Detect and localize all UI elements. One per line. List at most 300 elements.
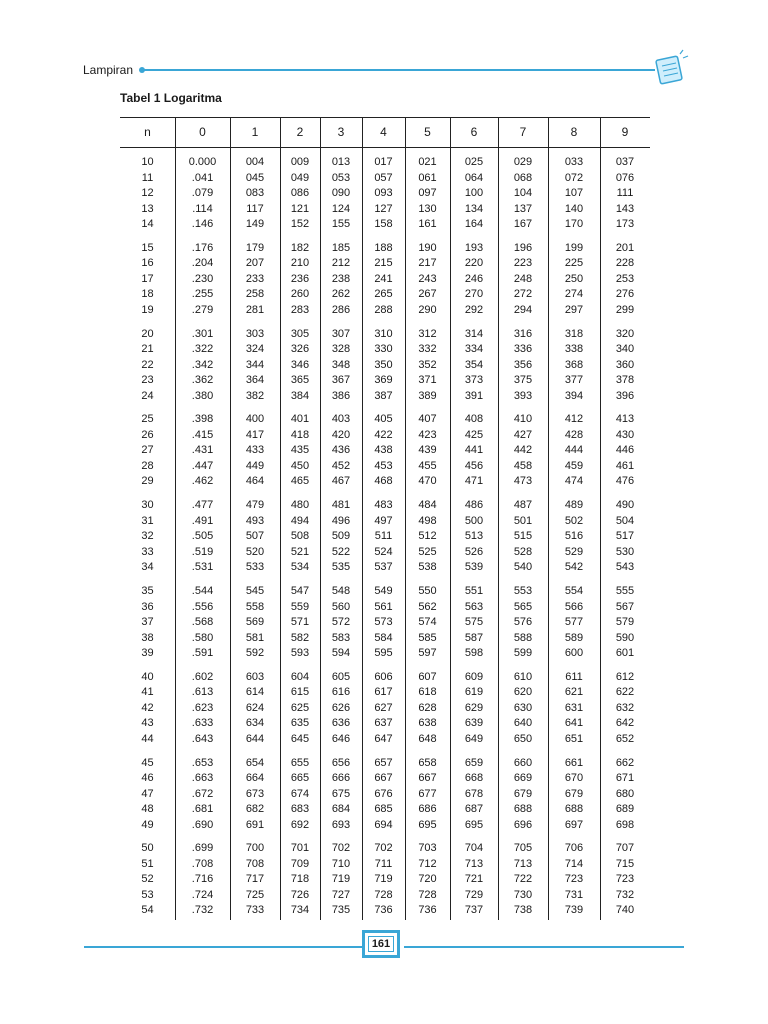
table-cell: 640 <box>513 717 533 730</box>
table-cell: 581 <box>245 631 265 644</box>
table-cell: 619 <box>464 686 484 699</box>
table-cell: 693 <box>331 818 351 831</box>
table-cell: .623 <box>191 701 214 714</box>
table-cell: 356 <box>513 358 533 371</box>
table-cell: .079 <box>191 187 214 199</box>
table-cell: 152 <box>290 218 310 230</box>
table-cell: 403 <box>331 413 351 426</box>
table-cell: 698 <box>615 818 635 831</box>
table-cell: 413 <box>615 413 635 426</box>
table-cell: 625 <box>290 701 310 714</box>
row-label: 35 <box>141 585 154 597</box>
table-cell: 579 <box>615 616 635 628</box>
table-cell: 529 <box>564 545 584 558</box>
table-cell: 520 <box>245 545 265 558</box>
column-header: 7 <box>519 125 527 139</box>
table-cell: 408 <box>464 413 484 426</box>
table-cell: 182 <box>290 241 310 254</box>
table-cell: 703 <box>418 842 437 855</box>
table-cell: 661 <box>564 756 584 769</box>
row-label: 11 <box>141 171 154 184</box>
row-label: 28 <box>141 459 154 472</box>
table-cell: 714 <box>564 857 584 870</box>
table-cell: 134 <box>464 202 484 215</box>
row-label: 46 <box>141 772 154 785</box>
table-cell: 212 <box>331 257 351 270</box>
logarithm-table <box>120 117 650 920</box>
table-cell: 496 <box>331 514 351 527</box>
table-cell: 606 <box>374 670 393 683</box>
table-cell: 562 <box>418 600 437 613</box>
table-cell: 646 <box>331 732 351 745</box>
table-cell: 274 <box>564 288 584 301</box>
header-rule <box>143 69 655 71</box>
table-cell: 641 <box>564 717 584 730</box>
table-cell: 700 <box>245 842 265 855</box>
table-cell: 697 <box>564 818 584 831</box>
table-cell: 524 <box>374 545 393 558</box>
table-cell: 199 <box>564 241 584 254</box>
table-cell: 667 <box>374 772 393 785</box>
table-cell: 504 <box>615 514 635 527</box>
table-cell: 476 <box>615 475 635 488</box>
table-cell: 471 <box>464 475 484 488</box>
table-cell: 407 <box>418 413 437 426</box>
page-number: 161 <box>368 936 394 952</box>
table-cell: 276 <box>615 288 635 301</box>
table-cell: 401 <box>290 413 310 426</box>
table-cell: 417 <box>245 428 265 441</box>
table-cell: 594 <box>331 647 351 659</box>
table-cell: 636 <box>331 717 351 730</box>
table-cell: 493 <box>245 514 265 527</box>
table-cell: 474 <box>564 475 584 488</box>
table-cell: 346 <box>290 358 310 371</box>
table-cell: 442 <box>513 444 533 457</box>
table-cell: 660 <box>513 756 533 769</box>
table-cell: 396 <box>615 389 635 402</box>
row-label: 43 <box>141 717 154 730</box>
table-cell: 049 <box>290 171 310 184</box>
table-cell: .724 <box>191 888 214 901</box>
table-cell: 571 <box>290 616 310 628</box>
table-cell: 013 <box>331 156 351 168</box>
row-label: 14 <box>141 218 154 230</box>
table-cell: 539 <box>464 561 484 574</box>
table-cell: 649 <box>464 732 484 745</box>
row-label: 39 <box>141 647 154 659</box>
table-cell: 550 <box>418 585 437 597</box>
table-cell: 592 <box>245 647 265 659</box>
table-cell: 575 <box>464 616 484 628</box>
table-cell: 685 <box>374 803 393 816</box>
table-cell: 678 <box>464 787 484 800</box>
table-cell: 566 <box>564 600 584 613</box>
row-label: 31 <box>141 514 154 527</box>
table-cell: 688 <box>513 803 533 816</box>
table-cell: 459 <box>564 459 584 472</box>
table-cell: 664 <box>245 772 265 785</box>
table-cell: 590 <box>615 631 635 644</box>
table-cell: 667 <box>418 772 437 785</box>
row-label: 49 <box>141 818 154 831</box>
table-cell: 632 <box>615 701 635 714</box>
table-cell: 583 <box>331 631 351 644</box>
table-cell: 117 <box>246 202 264 215</box>
table-cell: .462 <box>191 475 214 488</box>
table-cell: 307 <box>331 327 351 340</box>
table-cell: 394 <box>564 389 584 402</box>
table-cell: 223 <box>513 257 533 270</box>
table-cell: 468 <box>374 475 393 488</box>
table-cell: 405 <box>374 413 393 426</box>
table-cell: 143 <box>615 202 635 215</box>
table-cell: 446 <box>615 444 635 457</box>
table-cell: 453 <box>374 459 393 472</box>
table-cell: .568 <box>191 616 214 628</box>
table-cell: 338 <box>564 343 584 356</box>
table-cell: 540 <box>513 561 533 574</box>
table-cell: 662 <box>615 756 635 769</box>
row-label: 52 <box>141 873 154 886</box>
table-cell: 593 <box>290 647 310 659</box>
table-cell: 350 <box>374 358 393 371</box>
table-cell: 033 <box>564 156 584 168</box>
table-cell: 207 <box>245 257 265 270</box>
table-cell: 498 <box>418 514 437 527</box>
table-cell: 650 <box>513 732 533 745</box>
table-cell: 490 <box>615 499 635 512</box>
row-label: 19 <box>141 303 154 316</box>
table-cell: 708 <box>245 857 265 870</box>
table-cell: 137 <box>513 202 533 215</box>
table-cell: 320 <box>615 327 635 340</box>
table-cell: 004 <box>245 156 265 168</box>
table-cell: 188 <box>374 241 393 254</box>
table-cell: 528 <box>513 545 533 558</box>
table-cell: 100 <box>464 187 484 199</box>
table-cell: .146 <box>191 218 214 230</box>
table-cell: 444 <box>564 444 584 457</box>
table-cell: 516 <box>564 530 584 543</box>
table-cell: .580 <box>191 631 214 644</box>
table-cell: 164 <box>464 218 484 230</box>
table-cell: 574 <box>418 616 437 628</box>
table-cell: 292 <box>464 303 484 316</box>
table-cell: 684 <box>331 803 351 816</box>
row-label: 17 <box>141 272 154 285</box>
table-cell: 328 <box>331 343 351 356</box>
table-cell: .544 <box>191 585 214 597</box>
table-cell: 470 <box>418 475 437 488</box>
table-cell: 624 <box>245 701 265 714</box>
table-cell: 712 <box>418 857 437 870</box>
table-cell: 057 <box>374 171 393 184</box>
column-header: 2 <box>296 125 304 139</box>
table-cell: 728 <box>418 888 437 901</box>
table-cell: 272 <box>513 288 533 301</box>
table-cell: 502 <box>564 514 584 527</box>
table-cell: 037 <box>615 156 635 168</box>
table-cell: 732 <box>615 888 635 901</box>
row-label: 48 <box>141 803 154 816</box>
table-cell: .477 <box>191 499 214 512</box>
table-cell: .491 <box>191 514 214 527</box>
table-cell: .204 <box>191 257 214 270</box>
column-header: 0 <box>199 125 206 139</box>
column-header: 5 <box>424 125 431 139</box>
table-cell: 576 <box>513 616 533 628</box>
table-cell: 465 <box>290 475 310 488</box>
table-cell: .255 <box>191 288 214 301</box>
row-label: 25 <box>141 413 154 426</box>
table-cell: 072 <box>564 171 584 184</box>
table-cell: 220 <box>464 257 484 270</box>
table-cell: 158 <box>374 218 393 230</box>
table-cell: 688 <box>564 803 584 816</box>
table-cell: 382 <box>245 389 265 402</box>
table-cell: .556 <box>191 600 214 613</box>
table-cell: 543 <box>615 561 635 574</box>
row-label: 12 <box>141 187 154 199</box>
table-cell: 674 <box>290 787 310 800</box>
table-cell: 433 <box>245 444 265 457</box>
row-label: 34 <box>141 561 154 574</box>
table-cell: 021 <box>418 156 437 168</box>
table-cell: 631 <box>564 701 584 714</box>
table-cell: 609 <box>464 670 484 683</box>
table-cell: 076 <box>615 171 635 184</box>
table-cell: 201 <box>615 241 635 254</box>
table-cell: 236 <box>290 272 310 285</box>
table-cell: .633 <box>191 717 214 730</box>
table-cell: 642 <box>615 717 635 730</box>
table-cell: 512 <box>418 530 437 543</box>
table-cell: .398 <box>191 413 214 426</box>
table-cell: 193 <box>464 241 484 254</box>
table-title: Tabel 1 Logaritma <box>120 91 222 105</box>
table-cell: 326 <box>290 343 310 356</box>
table-cell: 616 <box>331 686 351 699</box>
table-cell: 561 <box>374 600 393 613</box>
row-label: 41 <box>141 686 154 699</box>
table-cell: 316 <box>513 327 533 340</box>
table-cell: 530 <box>615 545 635 558</box>
table-cell: 312 <box>418 327 437 340</box>
table-cell: 517 <box>615 530 635 543</box>
table-cell: .708 <box>191 857 214 870</box>
table-cell: 679 <box>513 787 533 800</box>
row-label: 10 <box>141 156 154 168</box>
table-cell: 179 <box>245 241 265 254</box>
column-header: 8 <box>570 125 578 139</box>
table-cell: 450 <box>290 459 310 472</box>
table-cell: 334 <box>464 343 484 356</box>
table-cell: .279 <box>191 303 214 316</box>
row-label: 47 <box>141 787 154 800</box>
table-cell: 270 <box>464 288 484 301</box>
table-cell: 378 <box>615 374 635 387</box>
table-cell: .505 <box>191 530 214 543</box>
table-cell: 723 <box>615 873 635 886</box>
table-cell: 559 <box>290 600 310 613</box>
table-cell: 725 <box>245 888 265 901</box>
table-cell: 737 <box>464 904 484 917</box>
table-cell: .663 <box>191 772 214 785</box>
table-cell: 627 <box>374 701 393 714</box>
table-cell: 597 <box>418 647 437 659</box>
table-cell: 246 <box>464 272 484 285</box>
table-cell: 387 <box>374 389 393 402</box>
table-cell: 513 <box>464 530 484 543</box>
table-cell: 522 <box>331 545 351 558</box>
table-cell: 620 <box>513 686 533 699</box>
table-cell: 696 <box>513 818 533 831</box>
table-cell: 599 <box>513 647 533 659</box>
table-cell: 545 <box>245 585 265 597</box>
table-cell: 701 <box>290 842 310 855</box>
table-cell: 721 <box>464 873 484 886</box>
table-cell: 330 <box>374 343 393 356</box>
table-cell: 130 <box>418 202 437 215</box>
table-cell: 731 <box>564 888 584 901</box>
table-cell: 348 <box>331 358 351 371</box>
table-cell: 425 <box>464 428 484 441</box>
table-cell: 332 <box>418 343 437 356</box>
row-label: 22 <box>141 358 154 371</box>
table-cell: 740 <box>615 904 635 917</box>
table-cell: 542 <box>564 561 584 574</box>
table-cell: 567 <box>615 600 635 613</box>
table-cell: 635 <box>290 717 310 730</box>
table-cell: 149 <box>245 218 265 230</box>
table-cell: 238 <box>331 272 351 285</box>
table-cell: 658 <box>418 756 437 769</box>
table-cell: 526 <box>464 545 484 558</box>
table-cell: .519 <box>191 545 214 558</box>
table-cell: 173 <box>615 218 635 230</box>
table-cell: 715 <box>615 857 635 870</box>
table-cell: 340 <box>615 343 635 356</box>
table-header-rule <box>120 147 650 148</box>
table-cell: 029 <box>513 156 533 168</box>
table-cell: 422 <box>374 428 393 441</box>
row-label: 13 <box>141 202 154 215</box>
row-label: 44 <box>141 732 154 745</box>
table-cell: 673 <box>245 787 265 800</box>
table-cell: 617 <box>374 686 393 699</box>
column-header: 9 <box>621 125 629 139</box>
table-cell: .447 <box>191 459 214 472</box>
table-cell: 588 <box>513 631 533 644</box>
table-cell: 645 <box>290 732 310 745</box>
table-cell: 367 <box>331 374 351 387</box>
table-cell: 373 <box>464 374 484 387</box>
table-cell: 290 <box>418 303 437 316</box>
table-cell: 555 <box>615 585 635 597</box>
table-cell: 720 <box>418 873 437 886</box>
table-cell: .531 <box>191 561 214 574</box>
row-label: 38 <box>141 631 154 644</box>
footer-rule-right <box>404 946 684 948</box>
table-cell: 739 <box>564 904 584 917</box>
table-cell: 637 <box>374 717 393 730</box>
row-label: 16 <box>141 257 154 270</box>
table-cell: 352 <box>418 358 437 371</box>
table-cell: 639 <box>464 717 484 730</box>
table-cell: 525 <box>418 545 437 558</box>
table-cell: 489 <box>564 499 584 512</box>
table-cell: 618 <box>418 686 437 699</box>
table-cell: 068 <box>513 171 533 184</box>
table-cell: .732 <box>191 904 214 917</box>
table-cell: 679 <box>564 787 584 800</box>
table-cell: 428 <box>564 428 584 441</box>
table-cell: .431 <box>191 444 214 457</box>
table-cell: 061 <box>418 171 437 184</box>
row-label: 18 <box>141 288 154 301</box>
table-cell: 713 <box>513 857 533 870</box>
table-cell: 281 <box>245 303 265 316</box>
table-cell: 190 <box>418 241 437 254</box>
table-cell: 638 <box>418 717 437 730</box>
table-cell: 735 <box>331 904 351 917</box>
table-cell: 483 <box>374 499 393 512</box>
table-cell: 538 <box>418 561 437 574</box>
table-cell: 628 <box>418 701 437 714</box>
table-cell: 719 <box>374 873 393 886</box>
table-cell: 045 <box>245 171 265 184</box>
row-label: 21 <box>141 343 154 356</box>
table-cell: 484 <box>418 499 437 512</box>
row-label: 20 <box>141 327 154 340</box>
table-cell: 265 <box>374 288 393 301</box>
table-cell: 435 <box>290 444 310 457</box>
row-label: 24 <box>141 389 154 402</box>
table-cell: 391 <box>464 389 484 402</box>
table-cell: 243 <box>418 272 437 285</box>
table-cell: 097 <box>418 187 437 199</box>
table-cell: 671 <box>615 772 635 785</box>
table-cell: 734 <box>290 904 310 917</box>
table-cell: 009 <box>290 156 310 168</box>
table-cell: 683 <box>290 803 310 816</box>
table-cell: 569 <box>245 616 265 628</box>
table-cell: 377 <box>564 374 584 387</box>
table-cell: 297 <box>564 303 584 316</box>
table-cell: 687 <box>464 803 484 816</box>
table-cell: 601 <box>615 647 635 659</box>
column-header: 6 <box>470 125 478 139</box>
table-cell: 303 <box>245 327 265 340</box>
table-cell: 410 <box>513 413 533 426</box>
table-cell: 494 <box>290 514 310 527</box>
table-cell: 458 <box>513 459 533 472</box>
table-cell: 607 <box>418 670 437 683</box>
table-cell: 455 <box>418 459 437 472</box>
table-cell: 548 <box>331 585 351 597</box>
table-cell: 689 <box>615 803 635 816</box>
table-cell: 104 <box>513 187 533 199</box>
table-cell: 253 <box>615 272 635 285</box>
table-cell: 500 <box>464 514 484 527</box>
table-cell: 487 <box>513 499 533 512</box>
table-cell: 719 <box>331 873 351 886</box>
table-cell: 669 <box>513 772 533 785</box>
table-cell: 365 <box>290 374 310 387</box>
table-cell: 713 <box>464 857 484 870</box>
table-cell: 064 <box>464 171 484 184</box>
